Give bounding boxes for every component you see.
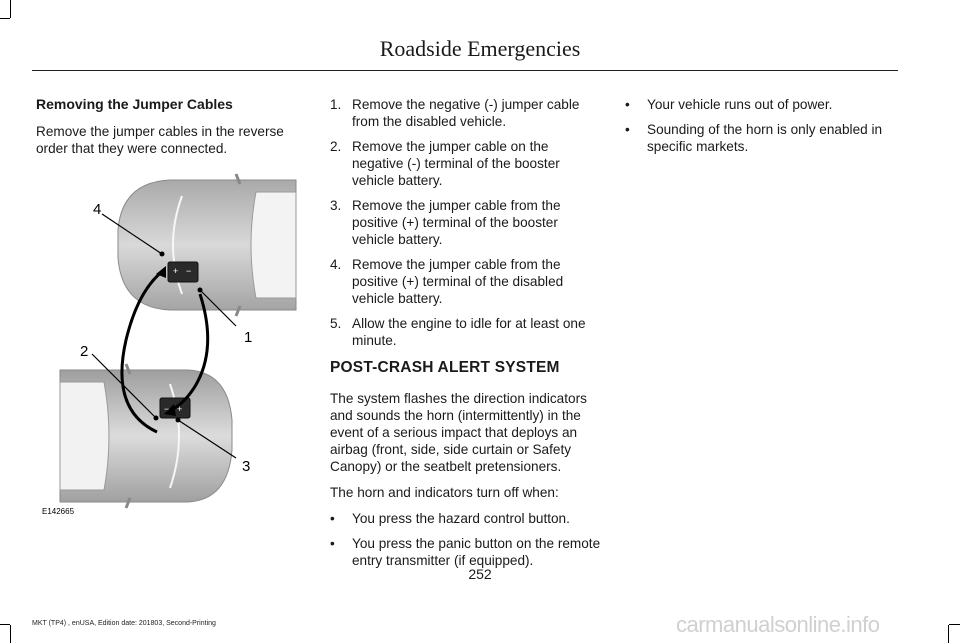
header-rule (32, 70, 898, 71)
battery-disabled-vehicle (168, 262, 198, 282)
bullet-mark: • (625, 122, 630, 137)
step-item (330, 315, 602, 349)
step-item (330, 96, 602, 130)
bullet-item (330, 535, 602, 569)
battery-minus-label: − (186, 266, 192, 276)
step-text: Remove the jumper cable from the positive (+) terminal of the booster vehicle battery. (352, 198, 561, 247)
crop-mark-bottom-right-h (949, 624, 960, 625)
battery-plus-label: + (173, 266, 179, 276)
callout-4: 4 (93, 201, 102, 218)
jumper-cable-diagram (42, 170, 296, 520)
bullet-mark: • (330, 511, 335, 526)
bullet-text: You press the panic button on the remote entry transmitter (if equipped). (352, 536, 601, 568)
turn-off-list (330, 510, 602, 569)
battery-minus-label-2: − (164, 404, 170, 414)
step-item (330, 256, 602, 307)
step-text: Remove the jumper cable on the negative (-) terminal of the booster vehicle battery. (352, 139, 560, 188)
step-number: 3. (330, 198, 342, 213)
callout-3: 3 (242, 458, 251, 475)
section-heading: POST-CRASH ALERT SYSTEM (330, 359, 560, 376)
page-number: 252 (468, 566, 492, 582)
figure-code: E142665 (42, 507, 75, 516)
intro-paragraph: Remove the jumper cables in the reverse order that they were connected. (36, 124, 284, 156)
crop-mark-bottom-left-v (10, 625, 11, 643)
column-middle (330, 96, 602, 577)
bullet-mark: • (625, 97, 630, 112)
continued-list (625, 96, 897, 155)
bullet-text: Sounding of the horn is only enabled in specific markets. (647, 122, 883, 154)
column-left (36, 96, 298, 166)
page-title: Roadside Emergencies (379, 36, 581, 61)
step-text: Remove the negative (-) jumper cable from the disabled vehicle. (352, 97, 580, 129)
bullet-item (625, 121, 897, 155)
battery-plus-label-2: + (177, 404, 183, 414)
crop-mark-bottom-left-h (0, 624, 10, 625)
step-number: 1. (330, 97, 342, 112)
bottom-car (60, 364, 232, 508)
step-text: Remove the jumper cable from the positive (+) terminal of the disabled vehicle battery. (352, 257, 564, 306)
footer-edition: MKT (TP4) , enUSA, Edition date: 201803, Second-Printing (32, 620, 216, 627)
crop-mark-top-left-v (10, 0, 11, 18)
bullet-item (625, 96, 897, 113)
step-number: 4. (330, 257, 342, 272)
step-number: 2. (330, 139, 342, 154)
column-right (625, 96, 897, 163)
subsection-heading: Removing the Jumper Cables (36, 96, 233, 112)
steps-list (330, 96, 602, 349)
bullet-text: Your vehicle runs out of power. (647, 97, 833, 112)
step-number: 5. (330, 316, 342, 331)
crop-mark-bottom-right-v (948, 625, 949, 643)
bullet-mark: • (330, 536, 335, 551)
crop-mark-top-left-h (0, 18, 10, 19)
step-item (330, 138, 602, 189)
bullet-text: You press the hazard control button. (352, 511, 570, 526)
callout-1: 1 (244, 329, 253, 346)
turn-off-paragraph: The horn and indicators turn off when: (330, 485, 559, 500)
step-item (330, 197, 602, 248)
post-crash-paragraph: The system flashes the direction indicators and sounds the horn (intermittently) in the event of a serious impact that deploys an airbag (front, side, side curtain or Safety Canopy) or the seatbelt pretensioners. (330, 391, 587, 474)
bullet-item (330, 510, 602, 527)
watermark: carmanualsonline.info (676, 612, 880, 637)
callout-2: 2 (80, 343, 89, 360)
step-text: Allow the engine to idle for at least one minute. (352, 316, 586, 348)
